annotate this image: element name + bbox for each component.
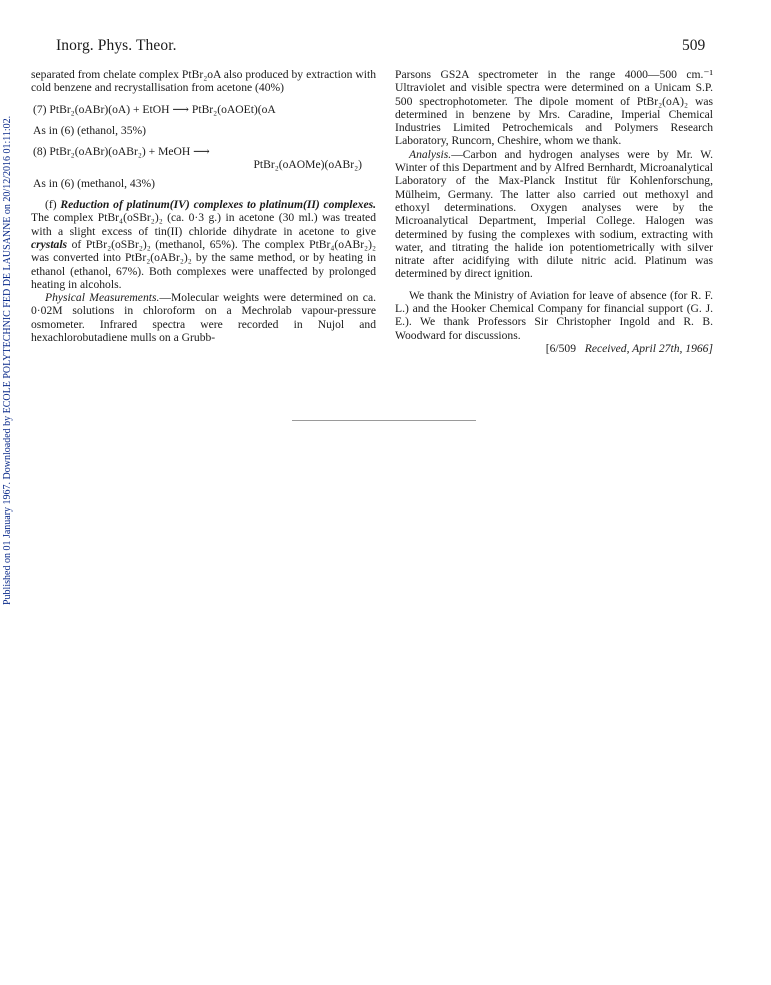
equation-7: (7) PtBr₂(oABr)(oA) + EtOH ⟶ PtBr₂(oAOEt)(oA — [33, 102, 276, 116]
equation-8-line1: (8) PtBr₂(oABr)(oABr₂) + MeOH ⟶ — [33, 145, 210, 159]
left-column — [31, 68, 376, 344]
physical-measurements-title: Physical Measurements. — [45, 291, 160, 305]
section-f-crystals: crystals — [31, 237, 68, 251]
reference-code: [6/509 — [545, 341, 577, 355]
spectra-paragraph: Parsons GS2A spectrometer in the range 4000—500 cm.⁻¹ Ultraviolet and visible spectra were determined on a Unicam S.P. 500 spectrophotometer. The dipole moment of PtBr₂(oA)₂ was determined in benzene by Mrs. Caradine, Imperial Chemical Industries Limited Petrochemicals and Polymers Research Laboratory, Runcorn, Cheshire, whom we thank. — [395, 68, 713, 148]
section-f-text1: The complex PtBr₄(oSBr₂)₂ (ca. 0·3 g.) in acetone (30 ml.) was treated with a slight excess of tin(II) chloride dihydrate in acetone to give — [31, 211, 376, 238]
equation-8-line2: PtBr₂(oAOMe)(oABr₂) — [253, 158, 362, 172]
result-line-methanol: As in (6) (methanol, 43%) — [33, 176, 156, 190]
received-line — [395, 342, 713, 355]
analysis-paragraph — [395, 148, 713, 281]
right-column — [395, 68, 713, 355]
analysis-title: Analysis. — [409, 147, 452, 161]
page-number: 509 — [682, 37, 706, 54]
journal-header: Inorg. Phys. Theor. — [56, 37, 177, 54]
section-f-text2: of PtBr₂(oSBr₂)₂ (methanol, 65%). The complex PtBr₄(oABr₂)₂ was converted into PtBr₂(oABr₂)₂ by the same method, or by heating in ethanol (ethanol, 67%). Both complexes were unaffected by prolonged heating in alcohols. — [31, 237, 376, 291]
physical-measurements-text: —Molecular weights were determined on ca. 0·02M solutions in chloroform on a Mechrolab vapour-pressure osmometer. Infrared spectra were recorded in Nujol and hexachlorobutadiene mulls on a Grubb- — [31, 291, 376, 345]
intro-paragraph: separated from chelate complex PtBr₂oA also produced by extraction with cold benzene and recrystallisation from acetone (40%) — [31, 68, 376, 95]
physical-measurements-paragraph — [31, 291, 376, 344]
section-f-paragraph — [31, 198, 376, 291]
download-watermark: Published on 01 January 1967. Downloaded by ECOLE POLYTECHNIC FED DE LAUSANNE on 20/12/2016 01:11:02. — [2, 115, 13, 605]
acknowledgement-paragraph: We thank the Ministry of Aviation for leave of absence (for R. F. L.) and the Hooker Chemical Company for financial support (G. J. E.). We thank Professors Sir Christopher Ingold and R. B. Woodward for discussions. — [395, 288, 713, 342]
end-rule-divider — [292, 420, 476, 421]
result-line-ethanol: As in (6) (ethanol, 35%) — [33, 123, 147, 137]
analysis-text: —Carbon and hydrogen analyses were by Mr. W. Winter of this Department and by Alfred Bernhardt, Microanalytical Laboratory of the Max-Planck Institut für Kohlenforschung, Mülheim, Germany. The latter also carried out methoxyl and ethoxyl determinations. Oxygen analyses were by the Microanalytical Department, Imperial College. Halogen was determined by fusing the complexes with sodium, extracting with water, and titrating the halide ion potentiometrically with silver nitrate after acidifying with dilute nitric acid. Platinum was determined by direct ignition. — [395, 147, 713, 281]
section-f-label: (f) — [45, 198, 61, 212]
received-date: Received, April 27th, 1966] — [584, 341, 713, 355]
section-f-title: Reduction of platinum(IV) complexes to platinum(II) complexes. — [60, 198, 377, 212]
